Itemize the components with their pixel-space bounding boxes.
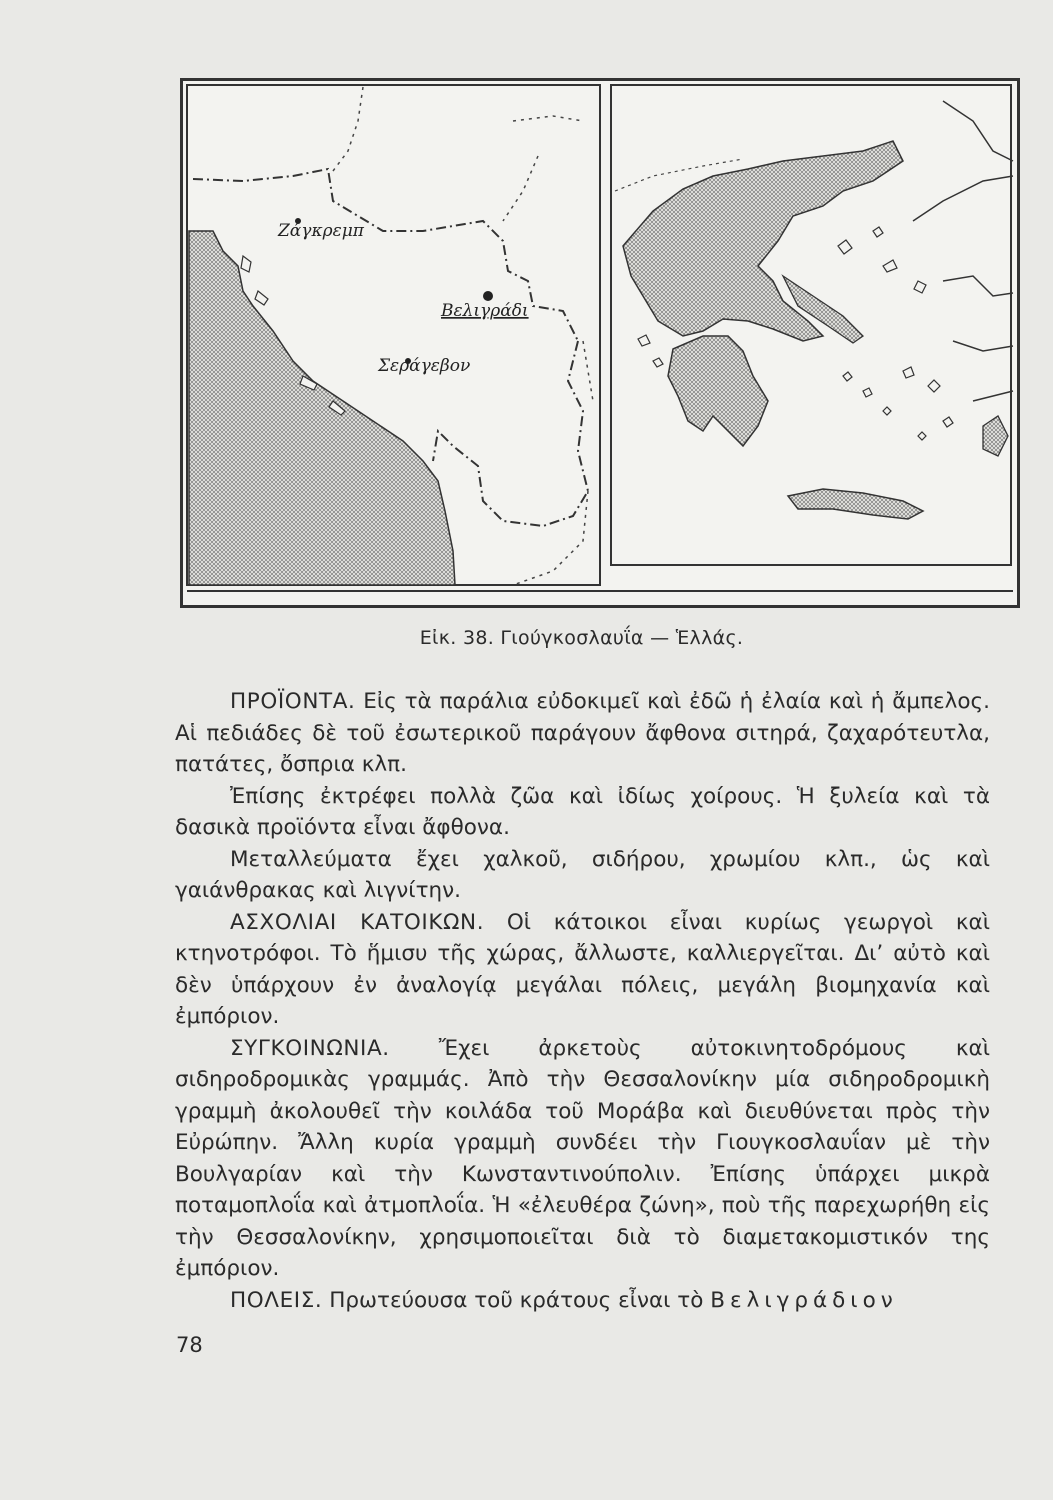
figure-caption bbox=[0, 627, 1053, 649]
paragraph-transport-text: Ἔχει ἀρκετοὺς αὐτοκινητοδρόμους καὶ σιδηροδρομικὰς γραμμάς. Ἀπὸ τὴν Θεσσαλονίκην μία σιδηροδρομικὴ γραμμὴ ἀκολουθεῖ τὴν κοιλάδα τοῦ Μοράβα καὶ διευθύνεται πρὸς τὴν Εὐρώπην. Ἄλλη κυρία γραμμὴ συνδέει τὴν Γιουγκοσλαυΐαν μὲ τὴν Βουλγαρίαν καὶ τὴν Κωνσταντινούπολιν. Ἐπίσης ὑπάρχει μικρὰ ποταμοπλοΐα καὶ ἀτμοπλοΐα. Ἡ «ἐλευθέρα ζώνη», ποὺ τῆς παρεχωρήθη εἰς τὴν Θεσσαλονίκην, χρησιμοποιεῖται διὰ τὸ διαμετακομιστικόν της ἐμπόριον. bbox=[175, 1035, 990, 1281]
city-belgrade: Βελιγράδιον bbox=[710, 1287, 898, 1313]
paragraph-minerals-text: Μεταλλεύματα ἔχει χαλκοῦ, σιδήρου, χρωμίου κλπ., ὡς καὶ γαιάνθρακας καὶ λιγνίτην. bbox=[175, 846, 990, 903]
crete bbox=[788, 489, 923, 519]
label-sarajevo: Σεράγεβον bbox=[378, 356, 471, 376]
paragraph-cities-text: Πρωτεύουσα τοῦ κράτους εἶναι τὸ bbox=[329, 1287, 704, 1313]
greece-map bbox=[615, 101, 1013, 519]
paragraph-livestock bbox=[175, 781, 990, 844]
heading-occupations: ΑΣΧΟΛΙΑΙ ΚΑΤΟΙΚΩΝ. bbox=[230, 909, 485, 935]
paragraph-products bbox=[175, 686, 990, 781]
page-number: 78 bbox=[176, 1333, 203, 1357]
belgrade-marker bbox=[483, 291, 493, 301]
heading-products: ΠΡΟΪΟΝΤΑ. bbox=[230, 689, 356, 714]
paragraph-cities bbox=[175, 1285, 990, 1317]
adriatic-sea bbox=[189, 231, 455, 585]
caption-text: Εἰκ. 38. Γιούγκοσλαυΐα — Ἑλλάς. bbox=[419, 627, 744, 649]
yugoslavia-map bbox=[189, 87, 593, 585]
paragraph-occupations-text: Οἱ κάτοικοι εἶναι κυρίως γεωργοὶ καὶ κτηνοτρόφοι. Τὸ ἥμισυ τῆς χώρας, ἄλλωστε, καλλιεργεῖται. Δι’ αὐτὸ καὶ δὲν ὑπάρχουν ἐν ἀναλογίᾳ μεγάλαι πόλεις, μεγάλη βιομηχανία καὶ ἐμπόριον. bbox=[175, 909, 990, 1029]
figure-maps bbox=[180, 78, 1020, 608]
paragraph-products-text: Εἰς τὰ παράλια εὐδοκιμεῖ καὶ ἐδῶ ἡ ἐλαία καὶ ἡ ἄμπελος. Αἱ πεδιάδες δὲ τοῦ ἐσωτερικοῦ παράγουν ἄφθονα σιτηρά, ζαχαρότευτλα, πατάτες, ὄσπρια κλπ. bbox=[175, 689, 990, 777]
label-belgrade: Βελιγράδι bbox=[441, 301, 529, 321]
turkey-coast bbox=[913, 101, 1013, 401]
paragraph-livestock-text: Ἐπίσης ἐκτρέφει πολλὰ ζῶα καὶ ἰδίως χοίρους. Ἡ ξυλεία καὶ τὰ δασικὰ προϊόντα εἶναι ἄφθονα. bbox=[175, 783, 990, 840]
maps-illustration bbox=[183, 81, 1017, 605]
paragraph-transport bbox=[175, 1033, 990, 1285]
peloponnese bbox=[668, 336, 768, 446]
heading-transport: ΣΥΓΚΟΙΝΩΝΙΑ. bbox=[230, 1035, 390, 1061]
paragraph-minerals bbox=[175, 844, 990, 907]
greece-mainland bbox=[623, 141, 903, 341]
body-text bbox=[175, 686, 990, 1316]
label-zagreb: Ζάγκρεμπ bbox=[278, 221, 364, 241]
paragraph-occupations bbox=[175, 907, 990, 1033]
rhodes bbox=[983, 416, 1008, 456]
heading-cities: ΠΟΛΕΙΣ. bbox=[230, 1287, 323, 1313]
